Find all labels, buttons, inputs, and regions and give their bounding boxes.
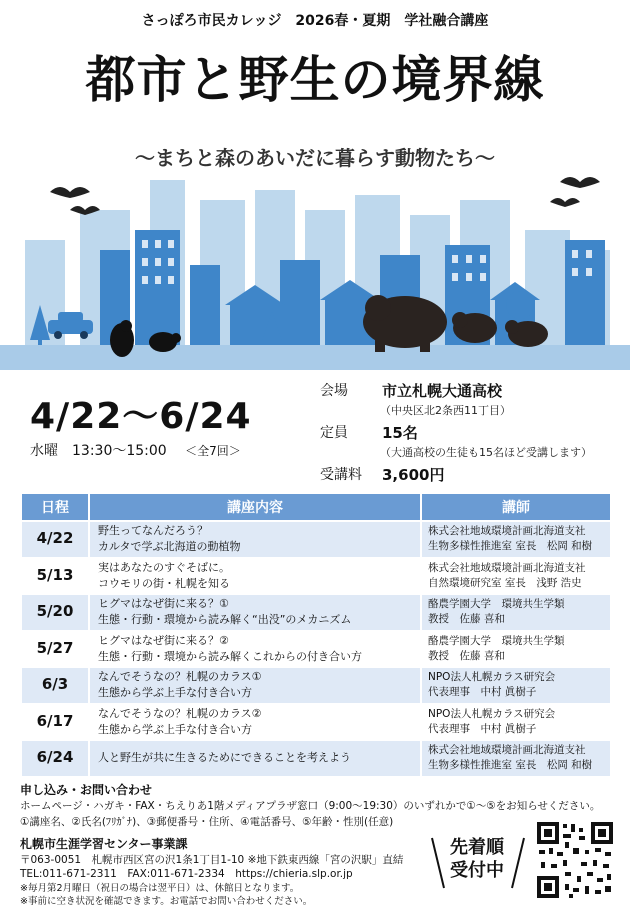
table-row [21,521,611,558]
lecturer-org: NPO法人札幌カラス研究会 [428,707,556,720]
row-date: 5/27 [21,631,89,668]
fee-value: 3,600円 [382,466,445,484]
lecturer-org: 酪農学園大学 環境共生学類 [428,634,565,647]
header-date: 日程 [21,493,89,521]
session-count: ＜全7回＞ [185,444,241,458]
contact-methods: ホームページ・ハガキ・FAX・ちえりあ1階メディアプラザ窓口（9:00〜19:30）のいずれかで①〜⑤をお知らせください。 [20,800,601,813]
topic-line: 生態から学ぶ上手な付き合い方 [98,722,252,736]
venue-value: 市立札幌大通高校 [382,382,503,400]
table-row [21,704,611,741]
lecturer-name: 教授 佐藤 喜和 [428,649,505,662]
venue-row [320,380,620,402]
topic-line: ヒグマはなぜ街に来る？② [98,633,229,647]
organizer-name: 札幌市生涯学習センター事業課 [20,837,188,851]
topic-line: なんでそうなの？札幌のカラス② [98,706,262,720]
row-date: 5/20 [21,594,89,631]
organizer-section [20,836,440,909]
topic-line: コウモリの街・札幌を知る [98,576,230,590]
lecturer-name: 生物多様性推進室 室長 松岡 和樹 [428,759,593,772]
qr-code-icon[interactable] [535,820,615,900]
row-lecturer [421,667,611,704]
row-topic [89,594,421,631]
availability-note: ※事前に空き状況を確認できます。お電話でお問い合わせください。 [20,896,313,908]
row-topic [89,704,421,741]
topic-line: 人と野生が共に生きるためにできることを考えよう [98,751,351,765]
topic-line: 生態から学ぶ上手な付き合い方 [98,686,252,700]
row-topic [89,740,421,777]
header-topic: 講座内容 [89,493,421,521]
row-date: 6/24 [21,740,89,777]
schedule-table [20,492,612,778]
topic-line: カルタで学ぶ北海道の動植物 [98,540,241,554]
bat-icons [50,177,600,215]
row-topic [89,667,421,704]
row-topic [89,521,421,558]
row-date: 6/3 [21,667,89,704]
topic-line: 実はあなたのすぐそばに。 [98,560,230,574]
table-row [21,594,611,631]
hero-illustration [0,170,630,370]
row-date: 4/22 [21,521,89,558]
header-lecturer: 講師 [421,493,611,521]
capacity-row [320,422,620,444]
row-lecturer [421,521,611,558]
fee-label: 受講料 [320,467,362,483]
lecturer-name: 代表理事 中村 眞樹子 [428,686,537,699]
capacity-value: 15名 [382,424,418,442]
event-info [320,380,620,486]
capacity-note: （大通高校の生徒も15名ほど受講します） [380,446,592,459]
schedule-line [30,440,241,460]
table-row [21,558,611,595]
first-come-text [450,836,504,883]
date-range: 4/22〜6/24 [30,396,252,437]
row-date: 6/17 [21,704,89,741]
table-row [21,631,611,668]
row-lecturer [421,558,611,595]
lecturer-org: 株式会社地域環境計画北海道支社 [428,744,586,757]
first-come-line2: 受付中 [450,860,504,882]
weekday-time: 水曜 13:30〜15:00 [30,443,167,459]
page-subtitle: 〜まちと森のあいだに暮らす動物たち〜 [135,146,495,170]
series-label: さっぽろ市民カレッジ 2026春・夏期 学社融合講座 [141,13,489,29]
topic-line: ヒグマはなぜ街に来る？① [98,597,229,611]
topic-line: 野生ってなんだろう？ [98,524,208,538]
lecturer-name: 教授 佐藤 喜和 [428,613,505,626]
topic-line: 生態・行動・環境から読み解く“出没”のメカニズム [98,613,352,627]
table-row [21,740,611,777]
row-lecturer [421,594,611,631]
organizer-address: 〒063-0051 札幌市西区宮の沢1条1丁目1-10 ※地下鉄東西線「宮の沢駅」直結 [20,853,404,866]
topic-line: なんでそうなの？札幌のカラス① [98,670,262,684]
row-lecturer [421,704,611,741]
table-row [21,667,611,704]
organizer-tel-fax: TEL:011-671-2311 FAX:011-671-2334 https://chieria.slp.or.jp [20,868,353,881]
venue-address: （中央区北2条西11丁目） [380,404,511,417]
contact-heading: 申し込み・お問い合わせ [20,783,153,797]
ground-strip [0,345,630,370]
lecturer-org: 酪農学園大学 環境共生学類 [428,598,565,611]
contact-section [20,782,610,830]
fee-row [320,464,620,486]
row-topic [89,558,421,595]
page-title: 都市と野生の境界線 [85,51,545,109]
lecturer-name: 代表理事 中村 眞樹子 [428,722,537,735]
lecturer-org: 株式会社地域環境計画北海道支社 [428,525,586,538]
table-header-row [21,493,611,521]
lecturer-org: 株式会社地域環境計画北海道支社 [428,561,586,574]
contact-required-items: ①講座名、②氏名(ﾌﾘｶﾞﾅ)、③郵便番号・住所、④電話番号、⑤年齢・性別(任意) [20,815,394,828]
first-come-badge [428,832,528,892]
lecturer-org: NPO法人札幌カラス研究会 [428,671,556,684]
venue-label: 会場 [320,383,348,399]
lecturer-name: 自然環境研究室 室長 浅野 浩史 [428,576,582,589]
capacity-label: 定員 [320,425,348,441]
row-topic [89,631,421,668]
topic-line: 生態・行動・環境から読み解くこれからの付き合い方 [98,649,362,663]
row-date: 5/13 [21,558,89,595]
row-lecturer [421,631,611,668]
row-lecturer [421,740,611,777]
closed-day-note: ※毎月第2月曜日（祝日の場合は翌平日）は、休館日となります。 [20,883,300,895]
lecturer-name: 生物多様性推進室 室長 松岡 和樹 [428,540,593,553]
first-come-line1: 先着順 [450,837,504,858]
